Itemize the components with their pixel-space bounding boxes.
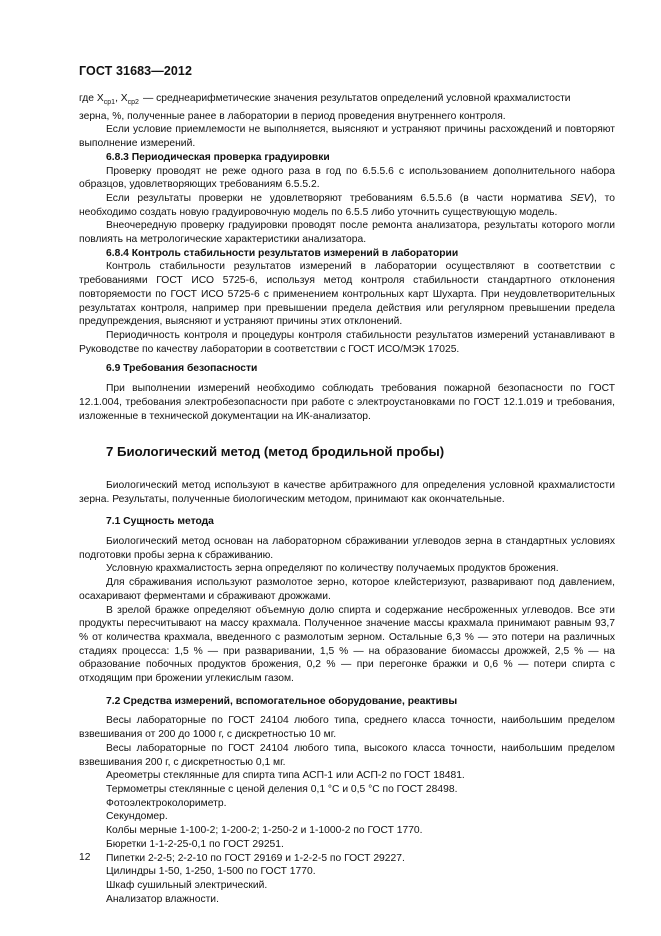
list-item: Секундомер. — [106, 811, 168, 823]
equipment-list — [79, 769, 615, 906]
paragraph: Биологический метод используют в качестве арбитражного для определения условной крахмалистости зерна. Результаты, полученные биологическим методом, принимают как окончательные. — [79, 479, 615, 505]
paragraph: Внеочередную проверку градуировки проводят после ремонта анализатора, результаты которого могли повлиять на метрологические характеристики анализатора. — [79, 220, 615, 246]
chapter-heading-7: 7 Биологический метод (метод бродильной пробы) — [106, 444, 445, 460]
paragraph: Биологический метод основан на лабораторном сбраживании углеводов зерна в стандартных условиях подготовки пробы зерна к сбраживанию. — [79, 536, 615, 561]
section-heading-6-8-3: 6.8.3 Периодическая проверка градуировки — [106, 151, 330, 163]
paragraph: Проверку проводят не реже одного раза в год по 6.5.5.6 с использованием дополнительного набора образцов, удовлетворяющих требованиям 6.5.5.2. — [79, 165, 615, 191]
document-body — [79, 92, 615, 906]
document-header: ГОСТ 31683—2012 — [79, 64, 193, 78]
where-text-cont: зерна, %, полученные ранее в лаборатории в период проведения внутреннего контроля. — [79, 110, 506, 122]
where-label: где $X_{ср1}$, $X_{ср2}$ — [79, 93, 139, 107]
paragraph: В зрелой бражке определяют объемную долю спирта и содержание несброженных углеводов. Все эти продукты пересчитывают на массу крахмала. Полученное значение массы крахмала принимают равным 93,7 % от количества крахмала, введенного с размолотым зерном. Остальные 6,3 % — это потери на различных стадиях процесса: 1,5 % — при разваривании, 1,5 % — на образование биомассы дрожжей, 2,5 % — на образование побочных продуктов брожения, 0,2 % — при перегонке бражки и 0,6 % — потери спирта с отходящим при брожении углекислым газом. — [79, 604, 615, 685]
list-item: Анализатор влажности. — [106, 893, 219, 905]
section-heading-7-1: 7.1 Сущность метода — [106, 516, 214, 528]
paragraph: При выполнении измерений необходимо соблюдать требования пожарной безопасности по ГОСТ 12.1.004, требования электробезопасности при работе с электроустановками по ГОСТ 12.1.019 и требования, изложенные в технической документации на ИК-анализатор. — [79, 383, 615, 422]
list-item: Колбы мерные 1-100-2; 1-200-2; 1-250-2 и 1-1000-2 по ГОСТ 1770. — [106, 825, 423, 837]
paragraph: Если условие приемлемости не выполняется, выясняют и устраняют причины расхождений и повторяют выполнение измерений. — [79, 124, 615, 150]
paragraph: Если результаты проверки не удовлетворяют требованиям 6.5.5.6 (в части норматива SEV), то необходимо создать новую градуировочную модель по 6.5.5 либо уточнить существующую модель. — [79, 192, 615, 218]
paragraph: Условную крахмалистость зерна определяют по количеству получаемых продуктов брожения. — [106, 563, 559, 575]
list-item: Фотоэлектроколориметр. — [106, 797, 227, 809]
where-text: — среднеарифметические значения результатов определений условной крахмалистости — [142, 93, 571, 104]
paragraph: Весы лабораторные по ГОСТ 24104 любого типа, высокого класса точности, наибольшим пределом взвешивания 200 г, с дискретностью 0,1 мг. — [79, 742, 615, 768]
where-clause — [79, 92, 615, 123]
list-item: Шкаф сушильный электрический. — [106, 879, 268, 891]
section-heading-7-2: 7.2 Средства измерений, вспомогательное оборудование, реактивы — [106, 695, 458, 707]
list-item: Ареометры стеклянные для спирта типа АСП-1 или АСП-2 по ГОСТ 18481. — [106, 770, 465, 782]
list-item: Бюретки 1-1-2-25-0,1 по ГОСТ 29251. — [106, 838, 284, 850]
paragraph: Периодичность контроля и процедуры контроля стабильности результатов измерений устанавливают в Руководстве по качеству лаборатории в соответствии с ГОСТ ИСО/МЭК 17025. — [79, 330, 615, 355]
paragraph: Для сбраживания используют размолотое зерно, которое клейстеризуют, разваривают под давлением, осахаривают ферментами и сбраживают дрожжами. — [79, 577, 615, 602]
section-heading-6-9: 6.9 Требования безопасности — [106, 363, 258, 375]
list-item: Цилиндры 1-50, 1-250, 1-500 по ГОСТ 1770. — [106, 866, 316, 878]
paragraph: Весы лабораторные по ГОСТ 24104 любого типа, среднего класса точности, наибольшим пределом взвешивания от 200 до 1000 г, с дискретностью 10 мг. — [79, 715, 615, 741]
page-number: 12 — [79, 852, 91, 863]
list-item: Термометры стеклянные с ценой деления 0,1 °С и 0,5 °С по ГОСТ 28498. — [106, 783, 458, 795]
section-heading-6-8-4: 6.8.4 Контроль стабильности результатов измерений в лаборатории — [106, 247, 459, 259]
paragraph: Контроль стабильности результатов измерений в лаборатории осуществляют в соответствии с требованиями ГОСТ ИСО 5725-6, используя метод контроля стабильности стандартного отклонения повторяемости по ГОСТ ИСО 5725-6 с применением контрольных карт Шухарта. При неудовлетворительных результатах контроля, например при превышении предела действия или регулярном превышении предела предупреждения, выясняют и устраняют причины этих отклонений. — [79, 261, 615, 328]
list-item: Пипетки 2-2-5; 2-2-10 по ГОСТ 29169 и 1-2-2-5 по ГОСТ 29227. — [106, 852, 405, 864]
